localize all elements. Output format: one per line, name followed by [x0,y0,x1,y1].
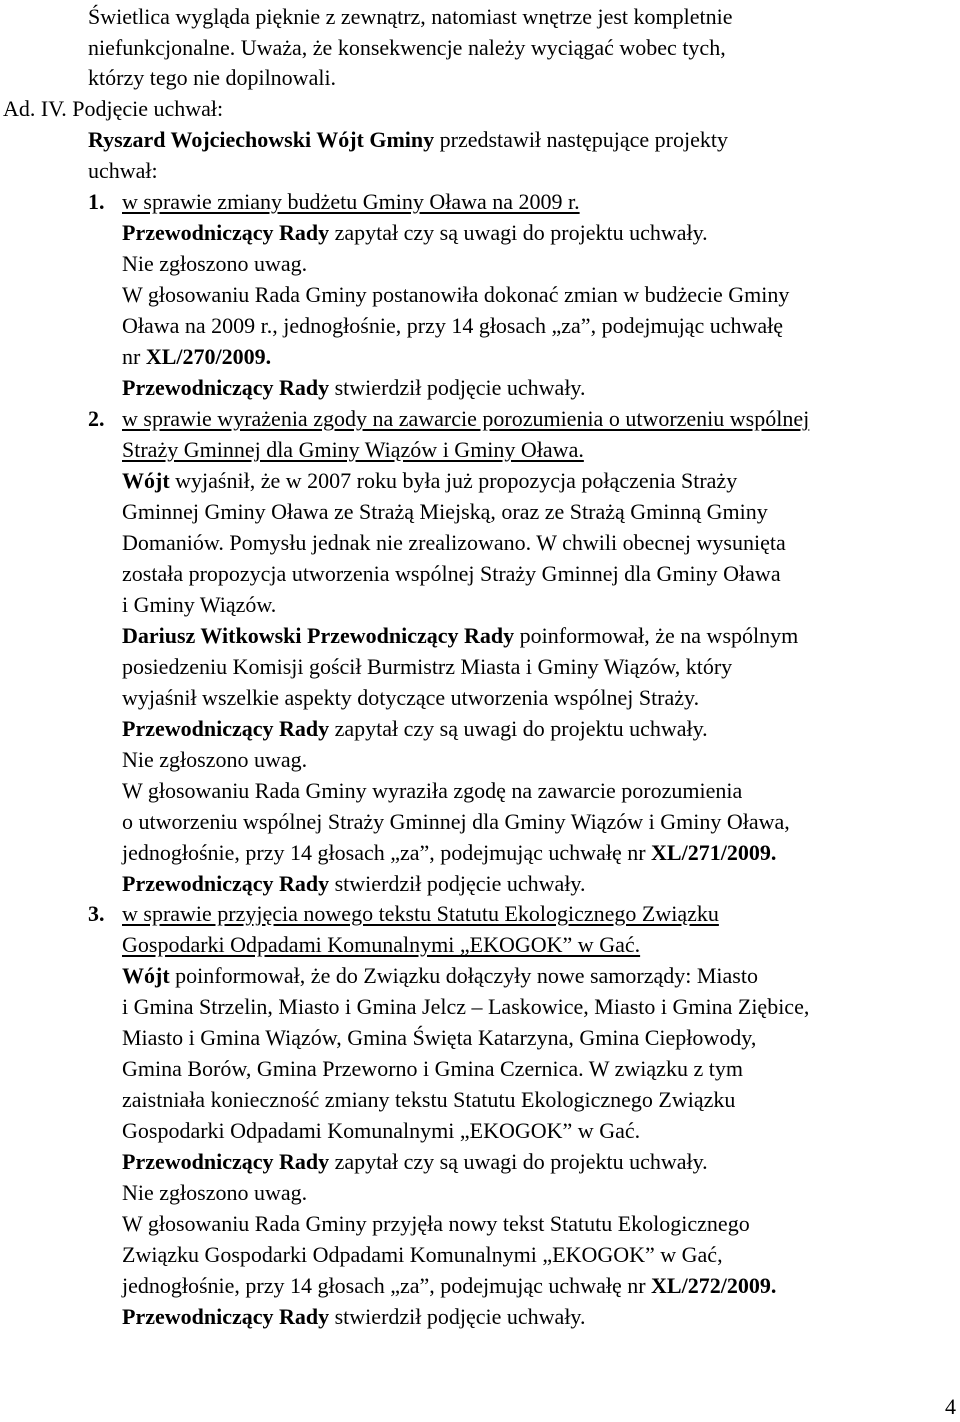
paragraph-line: jednogłośnie, przy 14 głosach „za”, podejmując uchwałę nr XL/272/2009. [122,1273,777,1298]
paragraph-line: zaistniała konieczność zmiany tekstu Statutu Ekologicznego Związku [122,1087,736,1112]
paragraph-line: Nie zgłoszono uwag. [122,1180,308,1205]
paragraph-line: Przewodniczący Rady zapytał czy są uwagi do projektu uchwały. [122,716,708,741]
paragraph-line: wyjaśnił wszelkie aspekty dotyczące utworzenia wspólnej Straży. [122,685,700,710]
item-title: Gospodarki Odpadami Komunalnymi „EKOGOK” w Gać. [122,932,641,957]
paragraph-line: W głosowaniu Rada Gminy wyraziła zgodę na zawarcie porozumienia [122,778,743,803]
paragraph-line: Przewodniczący Rady stwierdził podjęcie uchwały. [122,375,586,400]
paragraph-line: Nie zgłoszono uwag. [122,251,308,276]
paragraph-line: Ryszard Wojciechowski Wójt Gminy przedstawił następujące projekty [88,127,728,152]
paragraph-line: Przewodniczący Rady stwierdził podjęcie uchwały. [122,1304,586,1329]
paragraph-line: jednogłośnie, przy 14 głosach „za”, podejmując uchwałę nr XL/271/2009. [122,840,777,865]
paragraph-line: i Gminy Wiązów. [122,592,277,617]
item-number: 2. [88,406,105,431]
paragraph-line: niefunkcjonalne. Uważa, że konsekwencje należy wyciągać wobec tych, [88,35,726,60]
item-title: Straży Gminnej dla Gminy Wiązów i Gminy Oława. [122,437,584,462]
paragraph-line: Domaniów. Pomysłu jednak nie zrealizowano. W chwili obecnej wysunięta [122,530,786,555]
paragraph-line: Wójt poinformował, że do Związku dołączyły nowe samorządy: Miasto [122,963,758,988]
paragraph-line: Przewodniczący Rady zapytał czy są uwagi do projektu uchwały. [122,1149,708,1174]
paragraph-line: Związku Gospodarki Odpadami Komunalnymi „EKOGOK” w Gać, [122,1242,723,1267]
paragraph-line: Gospodarki Odpadami Komunalnymi „EKOGOK” w Gać. [122,1118,641,1143]
item-title: w sprawie wyrażenia zgody na zawarcie porozumienia o utworzeniu wspólnej [122,406,810,431]
paragraph-line: którzy tego nie dopilnowali. [88,65,337,90]
paragraph-line: Wójt wyjaśnił, że w 2007 roku była już propozycja połączenia Straży [122,468,738,493]
paragraph-line: Gminnej Gminy Oława ze Strażą Miejską, oraz ze Strażą Gminną Gminy [122,499,768,524]
paragraph-line: Gmina Borów, Gmina Przeworno i Gmina Czernica. W związku z tym [122,1056,743,1081]
item-title: w sprawie zmiany budżetu Gminy Oława na 2009 r. [122,189,580,214]
paragraph-line: i Gmina Strzelin, Miasto i Gmina Jelcz – Laskowice, Miasto i Gmina Ziębice, [122,994,810,1019]
paragraph-line: posiedzeniu Komisji gościł Burmistrz Miasta i Gminy Wiązów, który [122,654,733,679]
paragraph-line: W głosowaniu Rada Gminy przyjęła nowy tekst Statutu Ekologicznego [122,1211,750,1236]
paragraph-line: Przewodniczący Rady stwierdził podjęcie uchwały. [122,871,586,896]
paragraph-line: Świetlica wygląda pięknie z zewnątrz, natomiast wnętrze jest kompletnie [88,4,733,29]
paragraph-line: nr XL/270/2009. [122,344,272,369]
paragraph-line: uchwał: [88,158,158,183]
paragraph-line: Oława na 2009 r., jednogłośnie, przy 14 głosach „za”, podejmując uchwałę [122,313,783,338]
section-heading: Ad. IV. Podjęcie uchwał: [3,96,224,121]
paragraph-line: Nie zgłoszono uwag. [122,747,308,772]
paragraph-line: Miasto i Gmina Wiązów, Gmina Święta Katarzyna, Gmina Ciepłowody, [122,1025,757,1050]
paragraph-line: o utworzeniu wspólnej Straży Gminnej dla Gminy Wiązów i Gminy Oława, [122,809,790,834]
paragraph-line: W głosowaniu Rada Gminy postanowiła dokonać zmian w budżecie Gminy [122,282,790,307]
item-title: w sprawie przyjęcia nowego tekstu Statutu Ekologicznego Związku [122,901,719,926]
paragraph-line: Dariusz Witkowski Przewodniczący Rady poinformował, że na wspólnym [122,623,799,648]
item-number: 1. [88,189,105,214]
item-number: 3. [88,901,105,926]
page-number: 4 [945,1394,956,1419]
paragraph-line: Przewodniczący Rady zapytał czy są uwagi do projektu uchwały. [122,220,708,245]
paragraph-line: została propozycja utworzenia wspólnej Straży Gminnej dla Gminy Oława [122,561,781,586]
